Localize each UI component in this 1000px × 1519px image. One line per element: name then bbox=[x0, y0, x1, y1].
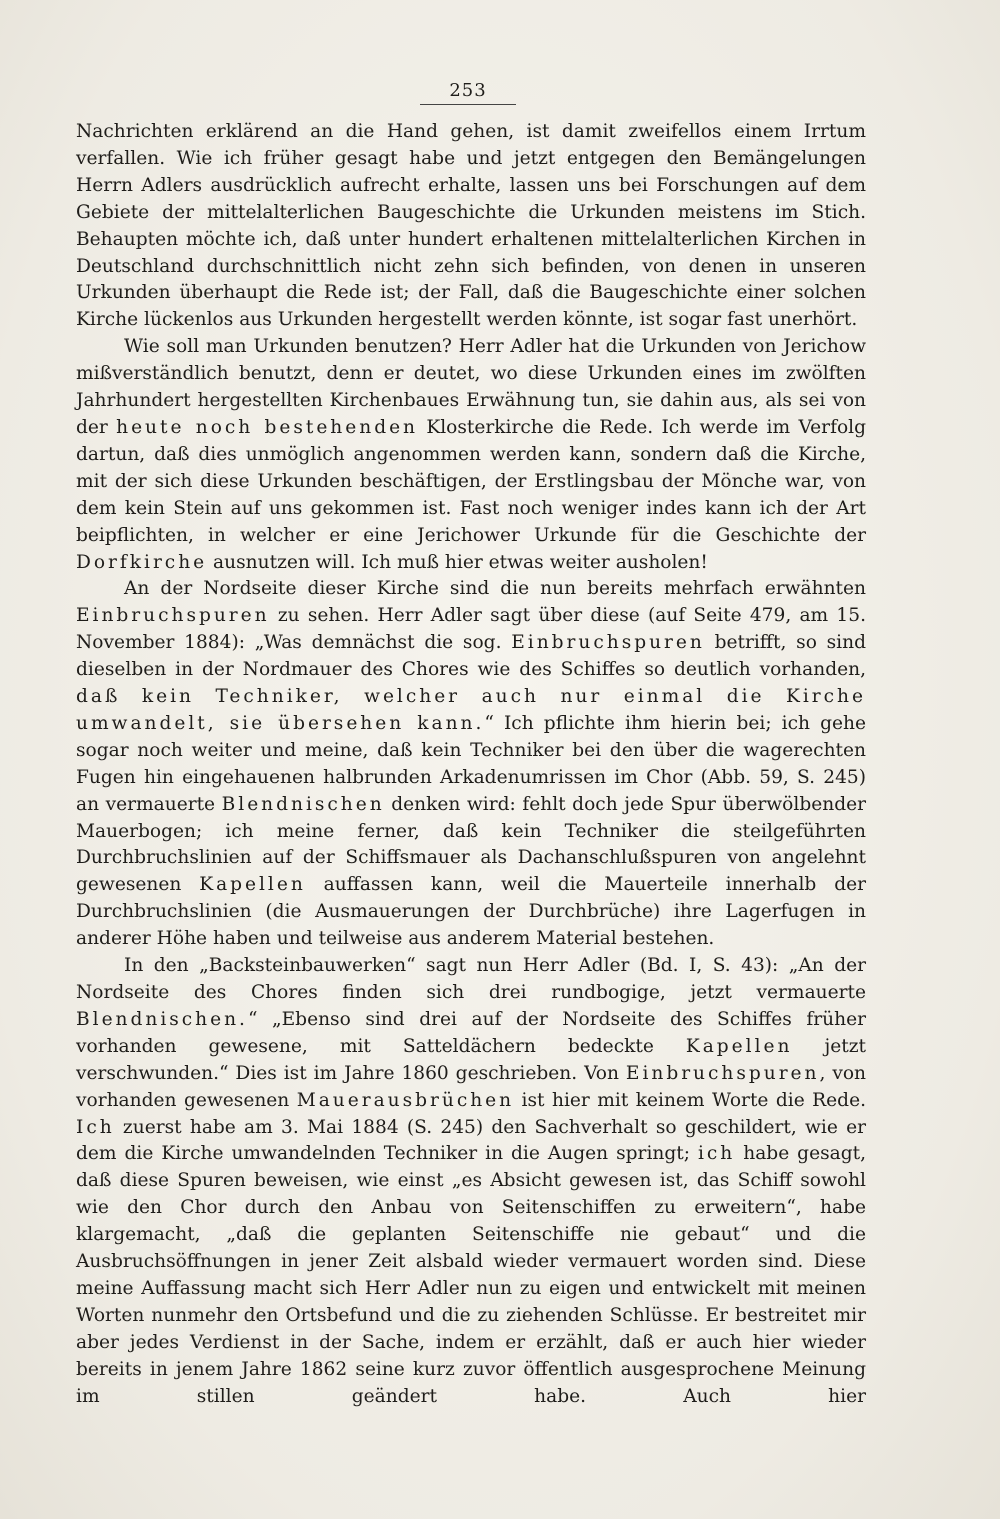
body-text bbox=[76, 119, 866, 1411]
paragraph-4-text: jetzt verschwunden.“ Dies ist im Jahre 1860 geschrieben. Von bbox=[76, 1035, 866, 1084]
paragraph-2-text: ausnutzen will. Ich muß hier etwas weiter ausholen! bbox=[207, 551, 708, 573]
paragraph-3-emphasis: Blendnischen bbox=[221, 793, 385, 815]
paragraph-4-text: ist hier mit keinem Worte die Rede. bbox=[514, 1089, 866, 1111]
paragraph-3-text: zu sehen. Herr Adler sagt über diese (auf Seite 479, am 15. November 1884): „Was demnächst die sog. bbox=[76, 605, 866, 654]
paragraph-3-emphasis: Einbruchspuren bbox=[76, 605, 270, 627]
paragraph-1: Nachrichten erklärend an die Hand gehen, ist damit zweifellos einem Irrtum verfallen. Wie ich früher gesagt habe und jetzt entgegen den Bemängelungen Herrn Adlers ausdrücklich aufrecht erhalte, lassen uns bei Forschungen auf dem Gebiete der mittelalterlichen Baugeschichte die Urkunden meistens im Stich. Behaupten möchte ich, daß unter hundert erhaltenen mittelalterlichen Kirchen in Deutschland durchschnittlich nicht zehn sich befinden, von denen in unseren Urkunden überhaupt die Rede ist; der Fall, daß die Baugeschichte einer solchen Kirche lückenlos aus Urkunden hergestellt werden könnte, ist sogar fast unerhört. bbox=[76, 121, 866, 331]
paragraph-2-emphasis: heute noch bestehenden bbox=[116, 416, 419, 438]
paragraph-4-text: In den „Backsteinbauwerken“ sagt nun Herr Adler (Bd. I, S. 43): „An der Nordseite des Chores finden sich drei rundbogige, jetzt vermauerte bbox=[76, 955, 866, 1003]
paragraph-3-text: An der Nordseite dieser Kirche sind die nun bereits mehrfach erwähnten bbox=[124, 578, 866, 600]
paragraph-4-text: , von vorhanden gewesenen bbox=[76, 1062, 867, 1111]
paragraph-3-text: auffassen kann, weil die Mauerteile innerhalb der Durchbruchslinien (die Ausmauerungen der Durchbrüche) ihre Lagerfugen in anderer Höhe haben und teilweise aus anderem Material bestehen. bbox=[76, 874, 866, 950]
paragraph-3-text: “ Ich pflichte ihm hierin bei; ich gehe sogar noch weiter und meine, daß kein Techniker bei den über die wagerechten Fugen hin eingehauenen halbrunden Arkadenumrissen im Chor (Abb. 59, S. 245) an vermauerte bbox=[76, 712, 866, 815]
page-number-rule bbox=[420, 104, 516, 105]
paragraph-4-text: “ „Ebenso sind drei auf der Nordseite des Schiffes früher vorhanden gewesene, mit Satteldächern bedeckte bbox=[76, 1008, 866, 1057]
paragraph-4-emphasis: ich bbox=[697, 1143, 736, 1165]
paragraph-2 bbox=[76, 334, 866, 576]
paragraph-2-text: Klosterkirche die Rede. Ich werde im Verfolg dartun, daß dies unmöglich angenommen werden kann, sondern daß die Kirche, mit der sich diese Urkunden beschäftigen, der Erstlingsbau der Mönche war, von dem kein Stein auf uns gekommen ist. Fast noch weniger indes kann ich der Art beipflichten, in welcher er eine Jerichower Urkunde für die Geschichte der bbox=[76, 416, 866, 546]
paragraph-4 bbox=[76, 953, 866, 1410]
paragraph-3 bbox=[76, 576, 866, 953]
paragraph-4-emphasis: Ich bbox=[76, 1116, 115, 1138]
paragraph-4-emphasis: Einbruchspuren bbox=[625, 1062, 820, 1084]
paragraph-4-emphasis: Mauerausbrüchen bbox=[296, 1089, 515, 1111]
paragraph-3-emphasis: Kapellen bbox=[199, 874, 306, 896]
paragraph-4-emphasis: Kapellen bbox=[685, 1035, 793, 1057]
paragraph-3-text: betrifft, so sind dieselben in der Nordmauer des Chores wie des Schiffes so deutlich vorhanden, bbox=[76, 632, 866, 681]
paragraph-3-emphasis: Einbruchspuren bbox=[511, 632, 705, 654]
paragraph-2-emphasis: Dorfkirche bbox=[76, 551, 208, 573]
paragraph-4-emphasis: Blendnischen. bbox=[76, 1008, 248, 1030]
paragraph-4-text: habe gesagt, daß diese Spuren beweisen, wie einst „es Absicht gewesen ist, das Schiff sowohl wie den Chor durch den Anbau von Seitenschiffen zu erweitern“, habe klargemacht, „daß die geplanten Seitenschiffe nie gebaut“ und die Ausbruchsöffnungen in jener Zeit alsbald wieder vermauert worden sind. Diese meine Auffassung macht sich Herr Adler nun zu eigen und entwickelt mit meinen Worten nunmehr den Ortsbefund und die zu ziehenden Schlüsse. Er bestreitet mir aber jedes Verdienst in der Sache, indem er erzählt, daß er auch hier wieder bereits in jenem Jahre 1862 seine kurz zuvor öffentlich ausgesprochene Meinung im stillen geändert habe. Auch hier bbox=[76, 1143, 866, 1407]
paragraph-2-text: Wie soll man Urkunden benutzen? Herr Adler hat die Urkunden von Jerichow mißverständlich benutzt, denn er deutet, wo diese Urkunden eines im zwölften Jahrhundert hergestellten Kirchenbaues Erwähnung tun, sie dahin aus, als sei von der bbox=[76, 336, 866, 438]
paragraph-3-text: denken wird: fehlt doch jede Spur überwölbender Mauerbogen; ich meine ferner, daß kein Techniker die steilgeführten Durchbruchslinien auf der Schiffsmauer als Dachanschlußspuren von angelehnt gewesenen bbox=[76, 793, 866, 896]
paragraph-4-text: zuerst habe am 3. Mai 1884 (S. 245) den Sachverhalt so geschildert, wie er dem die Kirche umwandelnden Techniker in die Augen springt; bbox=[76, 1116, 866, 1165]
paragraph-3-emphasis: daß kein Techniker, welcher auch nur einmal die Kirche umwandelt, sie übersehen kann. bbox=[76, 686, 866, 734]
page-number: 253 bbox=[449, 80, 487, 101]
